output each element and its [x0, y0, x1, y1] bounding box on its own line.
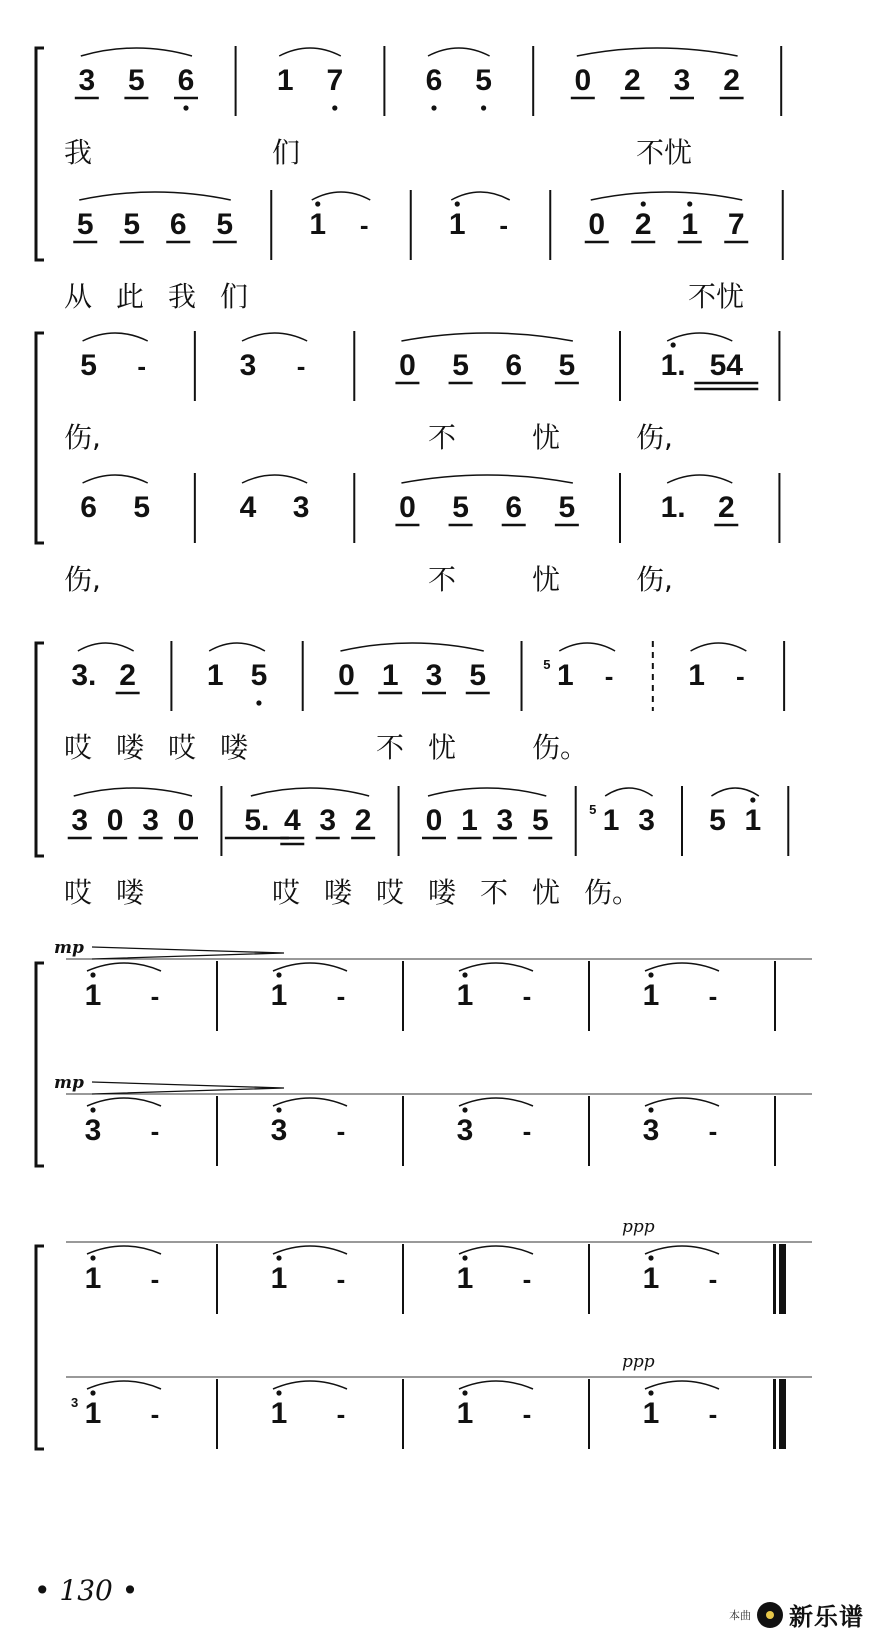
lyric: 哎: [64, 876, 93, 909]
note: 1: [642, 1397, 660, 1430]
slur-arc: [667, 475, 732, 483]
sustain-dash: -: [522, 1264, 532, 1294]
sustain-dash: -: [522, 1399, 532, 1429]
lyric: 伤,: [636, 563, 673, 596]
slur-arc: [251, 788, 369, 796]
note: 5: [709, 804, 726, 837]
slur-arc: [83, 333, 148, 341]
sustain-dash: -: [336, 1399, 346, 1429]
note: 0: [106, 804, 124, 837]
note: 0: [177, 804, 195, 837]
note: 0: [399, 491, 416, 524]
slur-arc: [645, 1098, 719, 1106]
note: 6: [425, 64, 443, 97]
grace-note: 5: [543, 657, 551, 672]
octave-dot-above: [90, 972, 95, 977]
slur-arc: [645, 1381, 719, 1389]
slur-arc: [428, 788, 546, 796]
octave-dot-below: [183, 105, 188, 110]
slur-arc: [459, 1381, 533, 1389]
note: 7: [326, 64, 344, 97]
lyric: 不: [428, 563, 457, 596]
note: 5: [452, 491, 469, 524]
note: 3: [642, 1114, 660, 1147]
slur-arc: [591, 192, 743, 200]
lyric: 喽: [116, 876, 145, 909]
slur-arc: [83, 475, 148, 483]
note: 1: [448, 208, 466, 241]
note: 2: [354, 804, 372, 837]
lyric: 哎: [272, 876, 301, 909]
octave-dot-above: [276, 972, 281, 977]
note: 1: [276, 64, 294, 97]
dynamic-marking: ppp: [622, 1352, 655, 1372]
octave-dot-above: [90, 1390, 95, 1395]
slur-arc: [273, 963, 347, 971]
note: 1: [206, 659, 224, 692]
lyric: 不忧: [688, 280, 745, 313]
note: 6: [80, 491, 97, 524]
note: 3: [71, 804, 89, 837]
octave-dot-above: [462, 1390, 467, 1395]
note: 1: [642, 979, 660, 1012]
note: 5: [80, 349, 97, 382]
note: 1: [270, 1262, 288, 1295]
note: 1: [456, 979, 474, 1012]
note: 4: [239, 491, 257, 524]
slur-arc: [667, 333, 732, 341]
sustain-dash: -: [522, 981, 532, 1011]
note: 0: [425, 804, 443, 837]
slur-arc: [273, 1381, 347, 1389]
lyric: 喽: [324, 876, 353, 909]
slur-arc: [451, 192, 510, 200]
note: 5: [128, 64, 145, 97]
note: 5.: [244, 804, 270, 837]
sustain-dash: -: [359, 210, 369, 240]
sustain-dash: -: [150, 1264, 160, 1294]
note: 0: [399, 349, 416, 382]
note: 3: [84, 1114, 102, 1147]
decrescendo-hairpin: [92, 1082, 284, 1094]
octave-dot-above: [315, 201, 320, 206]
lyric: 哎: [64, 731, 93, 764]
note: 5: [531, 804, 549, 837]
slur-arc: [242, 475, 307, 483]
note: 3: [496, 804, 514, 837]
dynamic-marking: mp: [54, 938, 84, 958]
note: 3: [239, 349, 257, 382]
note: 5: [123, 208, 141, 241]
slur-arc: [401, 333, 572, 341]
octave-dot-below: [481, 105, 486, 110]
note: 2: [717, 491, 735, 524]
slur-arc: [81, 48, 192, 56]
sustain-dash: -: [736, 661, 745, 691]
note: 3: [292, 491, 310, 524]
slur-arc: [78, 643, 134, 651]
lyric: 忧: [532, 563, 561, 596]
system-bracket: [36, 643, 44, 856]
note: 5: [475, 64, 492, 97]
sustain-dash: -: [708, 1116, 718, 1146]
lyric: 不: [428, 421, 457, 454]
octave-dot-above: [687, 201, 692, 206]
slur-arc: [74, 788, 192, 796]
lyric: 伤,: [636, 421, 673, 454]
note: 6: [177, 64, 195, 97]
note: 3.: [71, 659, 97, 692]
lyric: 忧: [532, 421, 561, 454]
note: 1: [461, 804, 478, 837]
lyric: 喽: [220, 731, 249, 764]
octave-dot-above: [276, 1255, 281, 1260]
slur-arc: [87, 1098, 161, 1106]
octave-dot-above: [462, 972, 467, 977]
note: 1: [84, 979, 102, 1012]
lyric: 哎: [376, 876, 405, 909]
note: 1: [744, 804, 762, 837]
note: 2: [723, 64, 740, 97]
final-barline-thick: [779, 1379, 786, 1449]
note: 5: [558, 491, 576, 524]
octave-dot-above: [462, 1107, 467, 1112]
final-barline-thin: [773, 1244, 776, 1314]
note: 6: [505, 491, 523, 524]
lyric: 喽: [116, 731, 145, 764]
slur-arc: [401, 475, 572, 483]
note: 54: [709, 349, 743, 382]
system-bracket: [36, 333, 44, 543]
lyric: 忧: [532, 876, 561, 909]
page-number: • 130 •: [34, 1574, 139, 1607]
note: 5: [133, 491, 151, 524]
note: 1: [84, 1262, 102, 1295]
grace-note: 5: [589, 802, 597, 817]
octave-dot-below: [332, 105, 337, 110]
note: 2: [119, 659, 136, 692]
lyric: 伤,: [64, 563, 101, 596]
lyric: 我: [64, 136, 93, 169]
dynamic-marking: ppp: [622, 1217, 655, 1237]
slur-arc: [428, 48, 490, 56]
watermark-brand: 新乐谱: [789, 1603, 864, 1631]
octave-dot-above: [648, 1255, 653, 1260]
octave-dot-above: [648, 972, 653, 977]
system-bracket: [36, 48, 44, 260]
note: 1.: [660, 349, 686, 382]
slur-arc: [459, 963, 533, 971]
final-barline-thin: [773, 1379, 776, 1449]
note: 1: [456, 1397, 474, 1430]
lyric: 们: [272, 136, 301, 169]
watermark: [729, 1597, 864, 1632]
lyric: 不: [480, 876, 509, 909]
note: 7: [727, 208, 745, 241]
note: 1: [309, 208, 327, 241]
octave-dot-above: [90, 1255, 95, 1260]
note: 3: [142, 804, 159, 837]
note: 1: [270, 979, 288, 1012]
sustain-dash: -: [708, 1399, 718, 1429]
octave-dot-above: [671, 342, 676, 347]
note: 1: [602, 804, 620, 837]
note: 4: [283, 804, 301, 837]
lyric: 哎: [168, 731, 197, 764]
slur-arc: [87, 1381, 161, 1389]
note: 1: [688, 659, 705, 692]
note: 0: [338, 659, 355, 692]
note: 3: [456, 1114, 474, 1147]
lyric: 从: [64, 280, 93, 313]
final-barline-thick: [779, 1244, 786, 1314]
sustain-dash: -: [150, 981, 160, 1011]
note: 2: [634, 208, 652, 241]
slur-arc: [459, 1246, 533, 1254]
sustain-dash: -: [604, 661, 614, 691]
sustain-dash: -: [336, 981, 346, 1011]
slur-arc: [577, 48, 738, 56]
sustain-dash: -: [296, 351, 306, 381]
slur-arc: [605, 788, 652, 796]
note: 0: [574, 64, 592, 97]
note: 3: [638, 804, 655, 837]
slur-arc: [273, 1098, 347, 1106]
slur-arc: [645, 963, 719, 971]
slur-arc: [279, 48, 341, 56]
sustain-dash: -: [499, 210, 509, 240]
note: 1: [681, 208, 699, 241]
slur-arc: [87, 1246, 161, 1254]
slur-arc: [645, 1246, 719, 1254]
slur-arc: [340, 643, 483, 651]
slur-arc: [312, 192, 371, 200]
lyric: 们: [220, 280, 249, 313]
slur-arc: [559, 643, 615, 651]
lyric: 喽: [428, 876, 457, 909]
note: 3: [425, 659, 443, 692]
octave-dot-below: [256, 700, 261, 705]
note: 1.: [660, 491, 686, 524]
lyric: 不: [376, 731, 405, 764]
grace-note: 3: [71, 1395, 79, 1410]
lyric: 此: [116, 280, 145, 313]
sustain-dash: -: [137, 351, 147, 381]
lyric: 伤,: [64, 421, 101, 454]
sustain-dash: -: [336, 1264, 346, 1294]
slur-arc: [273, 1246, 347, 1254]
note: 2: [624, 64, 641, 97]
record-disc-icon: [757, 1602, 783, 1628]
octave-dot-above: [462, 1255, 467, 1260]
note: 6: [505, 349, 523, 382]
octave-dot-above: [276, 1390, 281, 1395]
lyric: 伤。: [532, 731, 589, 764]
octave-dot-above: [648, 1107, 653, 1112]
sustain-dash: -: [708, 1264, 718, 1294]
slur-arc: [209, 643, 265, 651]
slur-arc: [711, 788, 758, 796]
note: 1: [642, 1262, 660, 1295]
system-bracket: [36, 963, 44, 1166]
slur-arc: [79, 192, 231, 200]
note: 3: [78, 64, 96, 97]
slur-arc: [691, 643, 747, 651]
note: 5: [250, 659, 268, 692]
note: 5: [469, 659, 487, 692]
lyric: 伤。: [584, 876, 641, 909]
note: 3: [270, 1114, 288, 1147]
octave-dot-below: [431, 105, 436, 110]
octave-dot-above: [648, 1390, 653, 1395]
watermark-small-text: 本曲: [729, 1608, 751, 1622]
lyric: 我: [168, 280, 197, 313]
lyric: 忧: [428, 731, 457, 764]
octave-dot-above: [276, 1107, 281, 1112]
note: 5: [216, 208, 234, 241]
slur-arc: [87, 963, 161, 971]
octave-dot-above: [455, 201, 460, 206]
decrescendo-hairpin: [92, 947, 284, 959]
note: 1: [84, 1397, 102, 1430]
note: 1: [556, 659, 574, 692]
note: 1: [270, 1397, 288, 1430]
note: 1: [456, 1262, 474, 1295]
note: 0: [588, 208, 606, 241]
lyric: 不忧: [636, 136, 693, 169]
sustain-dash: -: [150, 1116, 160, 1146]
note: 5: [452, 349, 469, 382]
note: 6: [169, 208, 187, 241]
note: 5: [76, 208, 94, 241]
sustain-dash: -: [150, 1399, 160, 1429]
sustain-dash: -: [336, 1116, 346, 1146]
slur-arc: [459, 1098, 533, 1106]
note: 1: [381, 659, 399, 692]
note: 5: [558, 349, 576, 382]
sustain-dash: -: [708, 981, 718, 1011]
octave-dot-above: [641, 201, 646, 206]
octave-dot-above: [750, 797, 755, 802]
system-bracket: [36, 1246, 44, 1449]
note: 3: [319, 804, 337, 837]
octave-dot-above: [90, 1107, 95, 1112]
sustain-dash: -: [522, 1116, 532, 1146]
slur-arc: [242, 333, 307, 341]
dynamic-marking: mp: [54, 1073, 84, 1093]
note: 3: [673, 64, 691, 97]
